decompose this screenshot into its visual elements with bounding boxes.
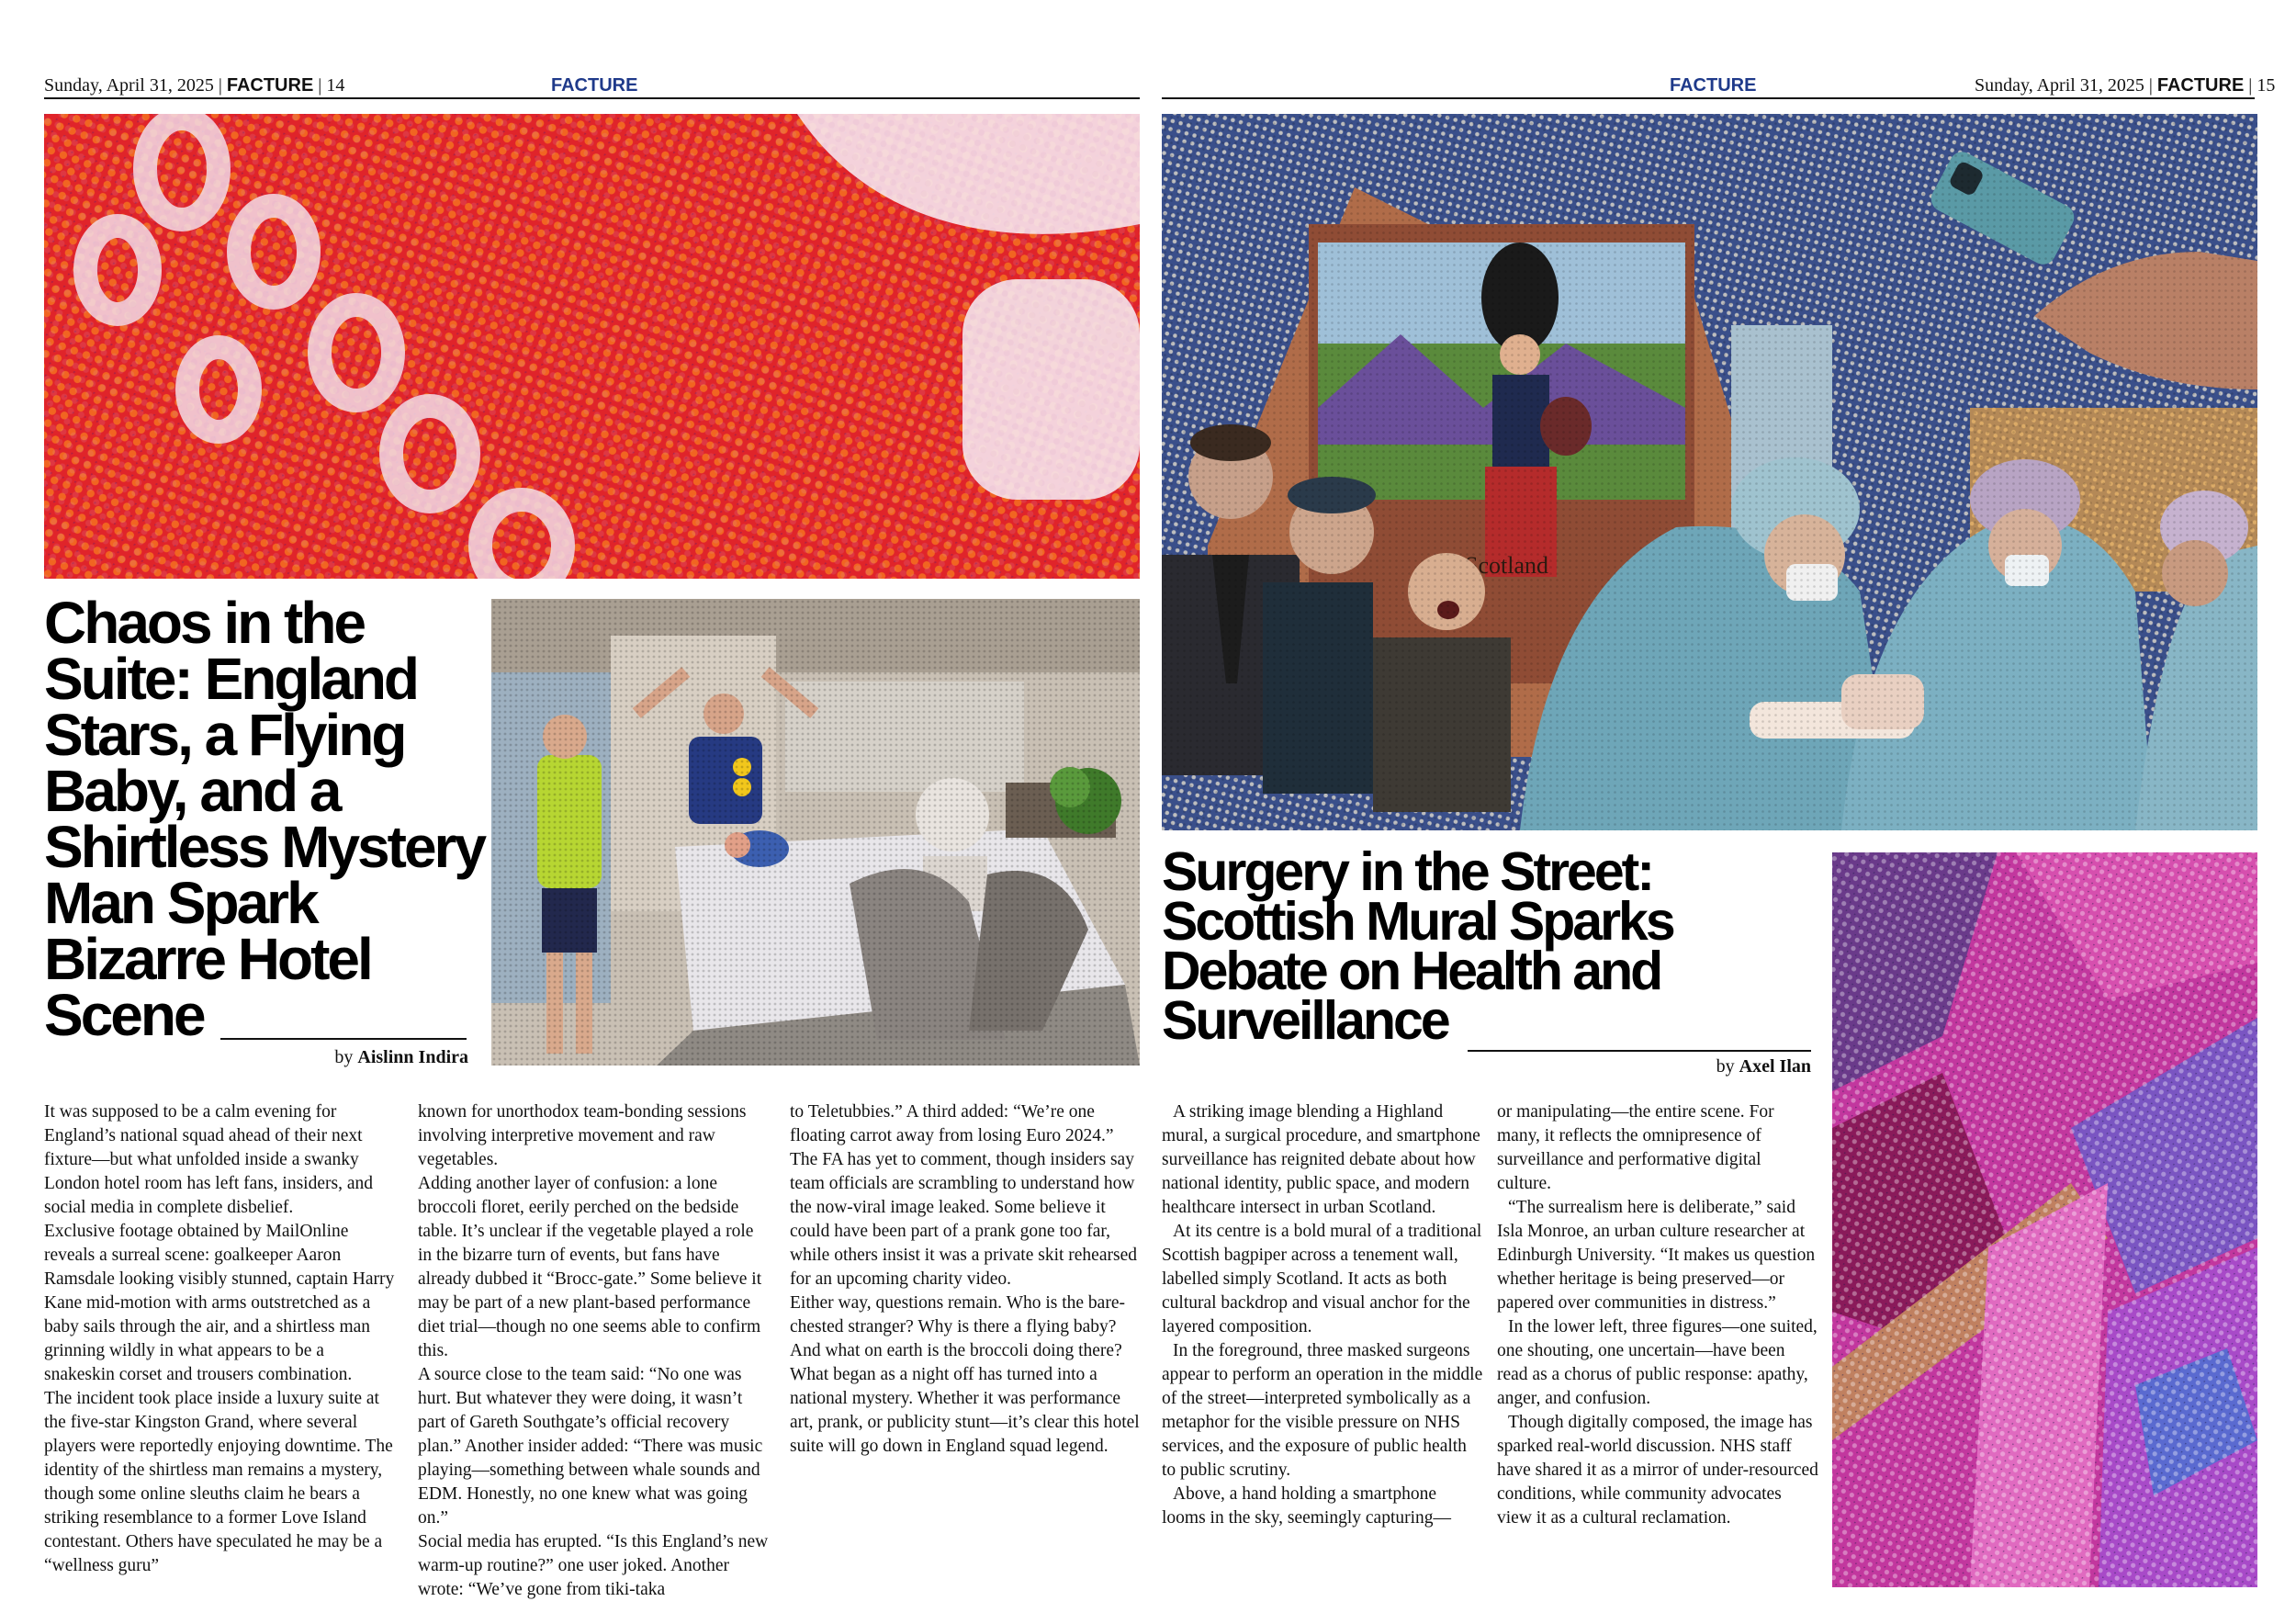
right-header-rule [1162, 97, 2255, 99]
right-byline-author: Axel Ilan [1739, 1056, 1811, 1077]
left-headline-underline [220, 1038, 467, 1040]
right-header-brand: FACTURE [2156, 75, 2245, 96]
left-col3-paragraph: The FA has yet to comment, though insiders say team officials are scrambling to understand how the now-viral image leaked. Some believe it could have been part of a prank gone too far, while others insist it was a private skit rehearsed for an upcoming charity video. [790, 1150, 1137, 1289]
right-byline [1561, 1056, 1811, 1077]
right-col2-paragraph: or manipulating—the entire scene. For many, it reflects the omnipresence of surveillance and performative digital culture. [1497, 1102, 1774, 1193]
left-article-column-2 [418, 1100, 770, 1602]
left-header-brand: FACTURE [226, 75, 314, 96]
right-header-line [1975, 75, 2275, 96]
header-separator: | [2148, 75, 2157, 96]
right-col2-paragraph: Though digitally composed, the image has sparked real-world discussion. NHS staff have shared it as a mirror of under-resourced conditions, while community advocates view it as a cultural reclamation. [1497, 1413, 1818, 1528]
right-headline-underline [1468, 1050, 1811, 1052]
header-separator: | [313, 75, 327, 96]
left-col3-paragraph: to Teletubbies.” A third added: “We’re one floating carrot away from losing Euro 2024.” [790, 1102, 1114, 1145]
red-halftone-closeup-image [44, 114, 1140, 579]
right-col2-paragraph: “The surrealism here is deliberate,” said Isla Monroe, an urban culture researcher at Edinburgh University. “It makes us question whether heritage is being preserved—or papered over communities in distress.” [1497, 1198, 1816, 1313]
left-header-page-number: 14 [326, 75, 345, 96]
right-col1-paragraph: Above, a hand holding a smartphone looms in the sky, seemingly capturing— [1162, 1484, 1452, 1528]
right-col1-paragraph: At its centre is a bold mural of a traditional Scottish bagpiper across a tenement wall, labelled simply Scotland. It acts as both cultural backdrop and visual anchor for the layered composition. [1162, 1222, 1482, 1336]
mural-surgery-collage-image [1162, 114, 2257, 830]
left-article-column-1 [44, 1100, 397, 1578]
header-separator: | [218, 75, 227, 96]
hotel-suite-collage-image [491, 599, 1140, 1066]
left-col2-paragraph: Social media has erupted. “Is this England’s new warm-up routine?” one user joked. Another wrote: “We’ve gone from tiki-taka [418, 1532, 769, 1599]
pink-halftone-abstract-image [1832, 852, 2257, 1587]
right-header-page-number: 15 [2257, 75, 2276, 96]
left-article-column-3 [790, 1100, 1142, 1459]
right-header-date: Sunday, April 31, 2025 [1975, 75, 2144, 96]
right-byline-prefix: by [1716, 1056, 1735, 1077]
right-article-column-1 [1162, 1100, 1483, 1530]
left-byline [239, 1047, 468, 1068]
left-col1-paragraph: It was supposed to be a calm evening for England’s national squad ahead of their next fixture—but what unfolded inside a swanky London hotel room has left fans, insiders, and social media in complete disbelief. [44, 1102, 373, 1217]
left-header-center-brand: FACTURE [551, 75, 638, 96]
right-article-headline: Surgery in the Street: Scottish Mural Sparks Debate on Health and Surveillance [1162, 841, 1673, 1051]
left-col3-paragraph: Either way, questions remain. Who is the bare-chested stranger? Why is there a flying baby? And what on earth is the broccoli doing there? [790, 1293, 1125, 1360]
header-separator: | [2244, 75, 2257, 96]
left-byline-author: Aislinn Indira [357, 1047, 468, 1067]
right-col1-paragraph: In the foreground, three masked surgeons appear to perform an operation in the middle of the street—interpreted symbolically as a metaphor for the visible pressure on NHS services, and the exposure of public health to public scrutiny. [1162, 1341, 1483, 1480]
right-col1-paragraph: A striking image blending a Highland mural, a surgical procedure, and smartphone surveillance has reignited debate about how national identity, public space, and modern healthcare intersect in urban Scotland. [1162, 1102, 1480, 1217]
left-byline-prefix: by [334, 1047, 354, 1067]
left-header-date: Sunday, April 31, 2025 [44, 75, 214, 96]
left-col1-paragraph: Exclusive footage obtained by MailOnline reveals a surreal scene: goalkeeper Aaron Ramsdale looking visibly stunned, captain Harry Kane mid-motion with arms outstretched as a baby sails through the air, and a shirtless man grinning wildly in what appears to be a snakeskin corset and trousers combination. [44, 1222, 395, 1384]
left-article-headline: Chaos in the Suite: England Stars, a Flying Baby, and a Shirtless Mystery Man Spark Bizarre Hotel Scene [44, 590, 485, 1048]
right-col2-paragraph: In the lower left, three figures—one suited, one shouting, one uncertain—have been read as a chorus of public response: apathy, anger, and confusion. [1497, 1317, 1818, 1408]
left-col1-paragraph: The incident took place inside a luxury suite at the five-star Kingston Grand, where several players were reportedly enjoying downtime. The identity of the shirtless man remains a mystery, though some online sleuths claim he bears a striking resemblance to a former Love Island contestant. Others have speculated he may be a “wellness guru” [44, 1389, 393, 1575]
left-col3-paragraph: What began as a night off has turned into a national mystery. Whether it was performance art, prank, or publicity stunt—it’s clear this hotel suite will go down in England squad legend. [790, 1365, 1140, 1456]
right-article-column-2 [1497, 1100, 1818, 1530]
right-header-center-brand: FACTURE [1670, 75, 1757, 96]
left-header-rule [44, 97, 1140, 99]
left-col2-paragraph: Adding another layer of confusion: a lone broccoli floret, eerily perched on the bedside table. It’s unclear if the vegetable played a role in the bizarre turn of events, but fans have already dubbed it “Brocc-gate.” Some believe it may be part of a new plant-based performance diet trial—though no one seems able to confirm this. [418, 1174, 762, 1360]
left-col2-paragraph: A source close to the team said: “No one was hurt. But whatever they were doing, it wasn’t part of Gareth Southgate’s official recovery plan.” Another insider added: “There was music playing—something between whale sounds and EDM. Honestly, no one knew what was going on.” [418, 1365, 763, 1528]
left-header-line [44, 75, 344, 96]
left-col2-paragraph: known for unorthodox team-bonding sessions involving interpretive movement and raw vegetables. [418, 1102, 747, 1169]
